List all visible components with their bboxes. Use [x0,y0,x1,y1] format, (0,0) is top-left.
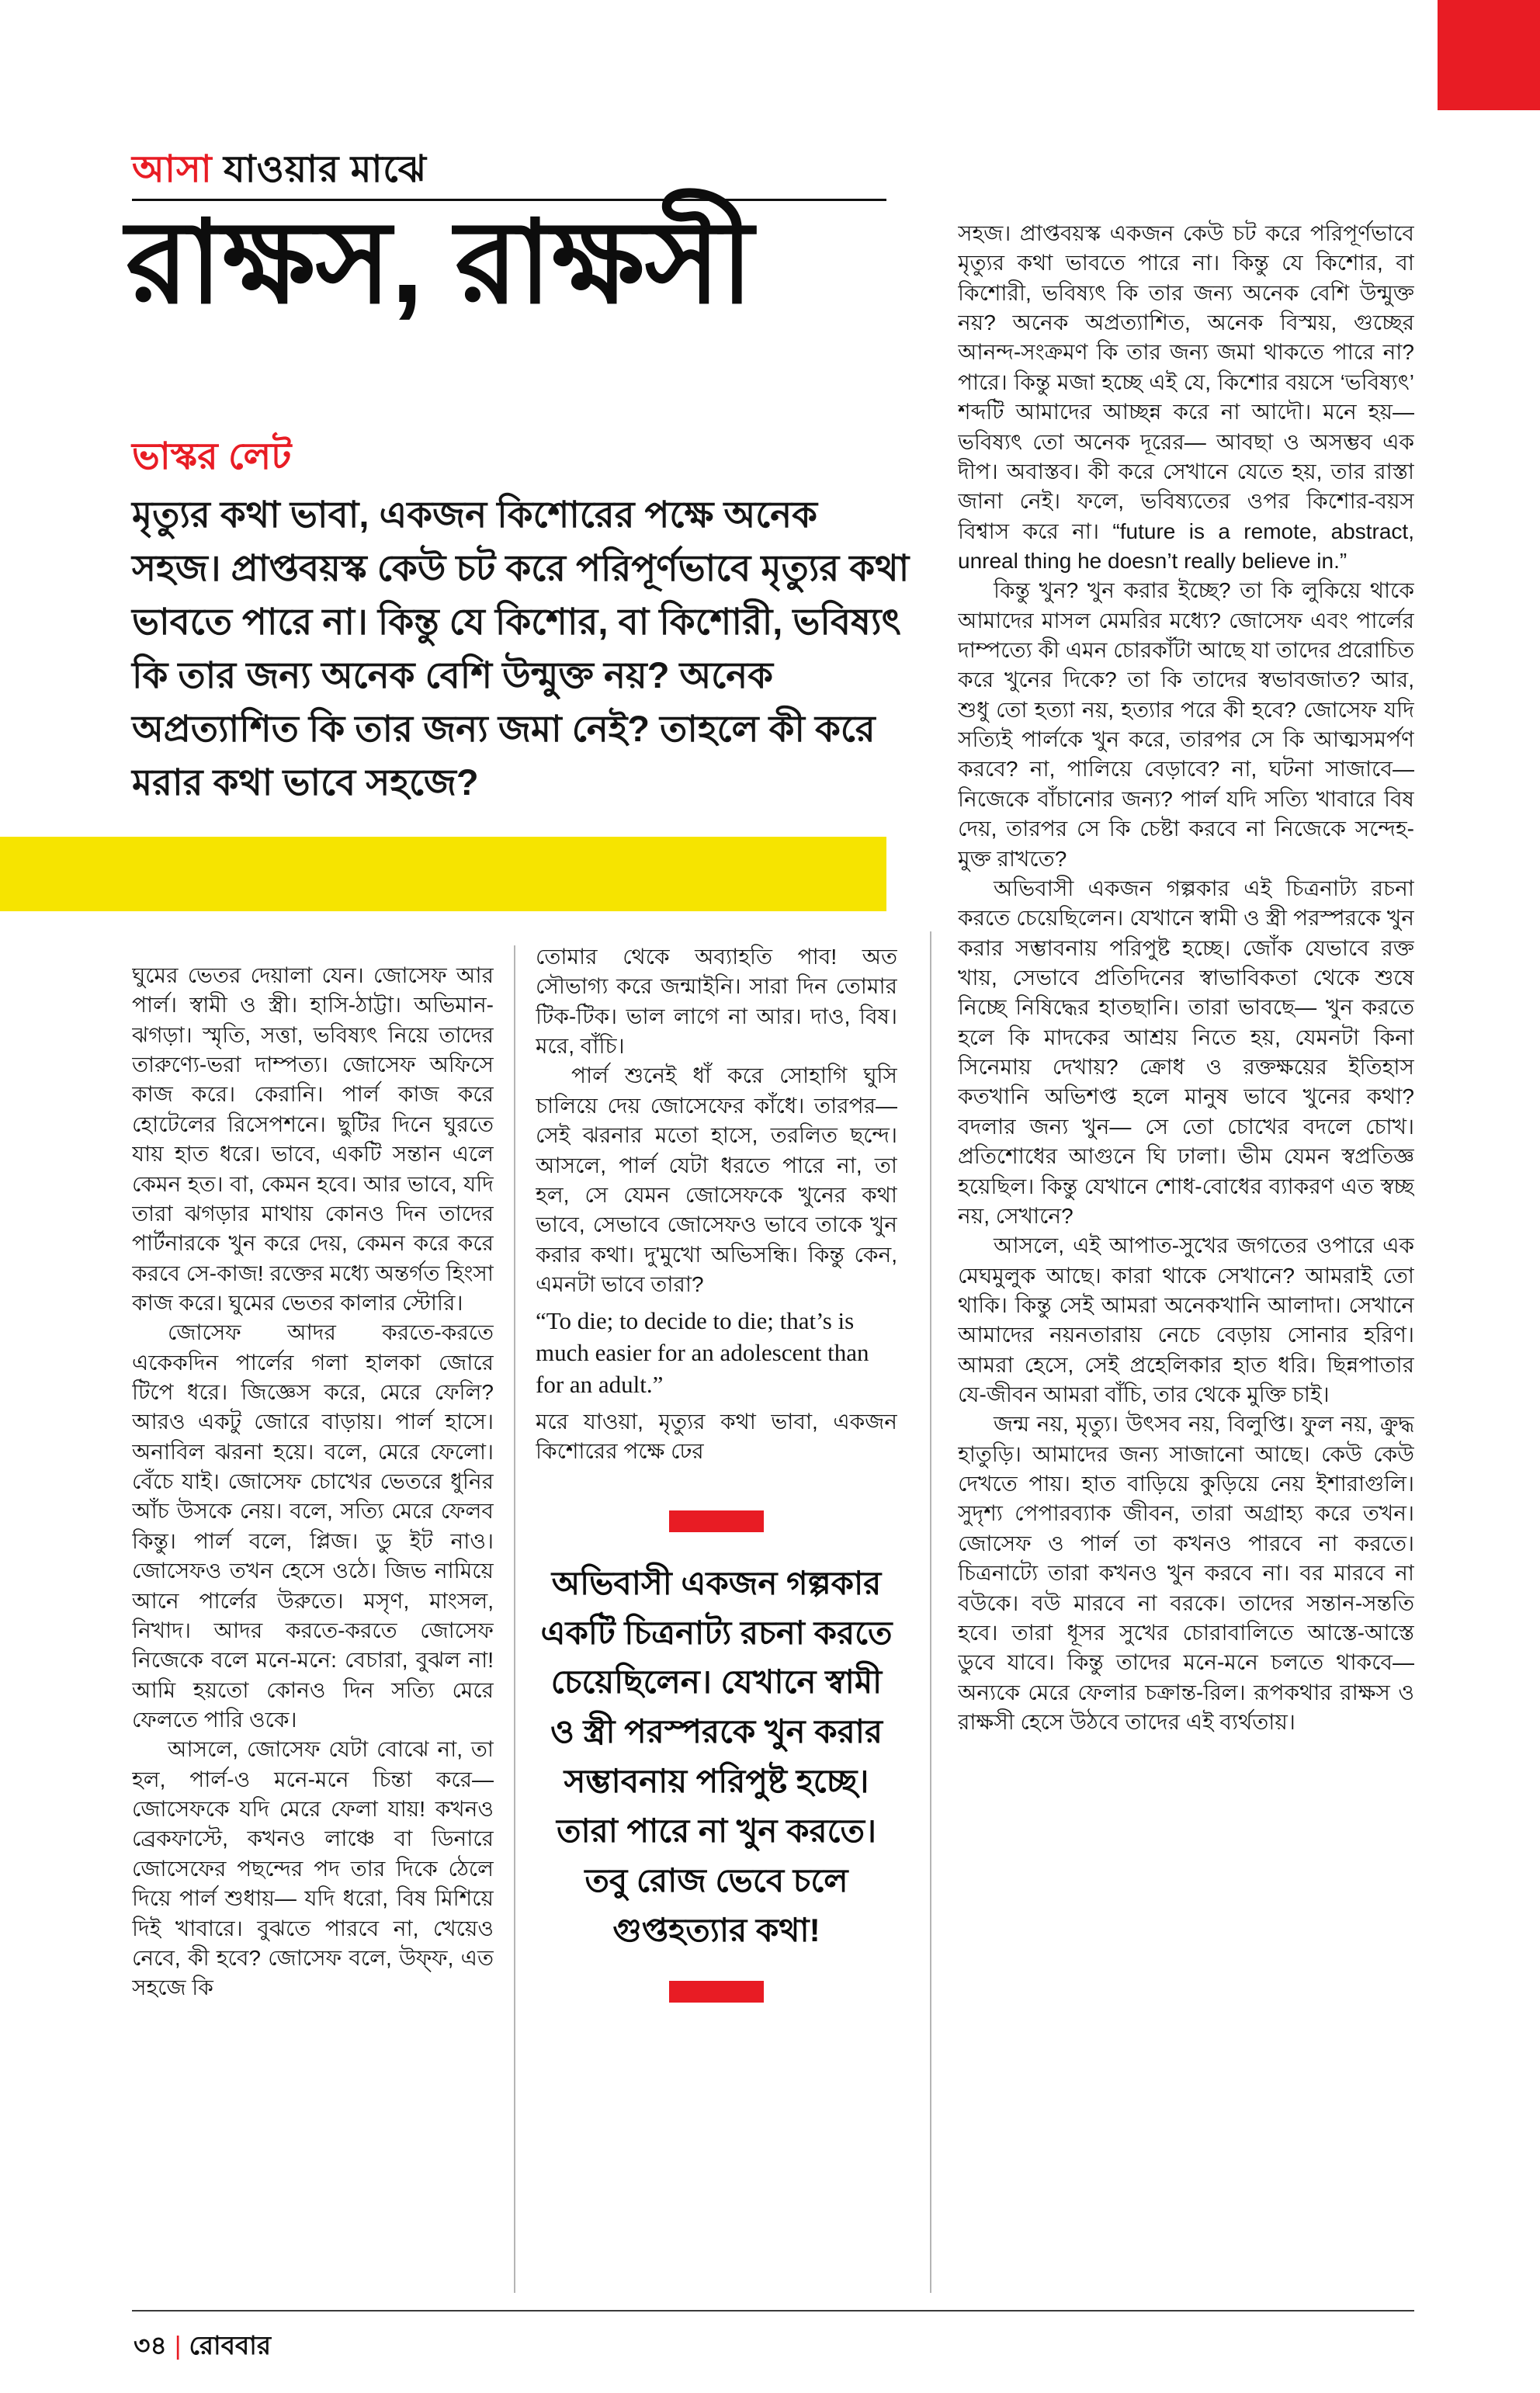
body-column-1 [132,961,494,2293]
body-paragraph: মরে যাওয়া, মৃত্যুর কথা ভাবা, একজন কিশোরের পক্ষে ঢের [536,1410,897,1464]
body-paragraph: আসলে, এই আপাত-সুখের জগতের ওপারে এক মেঘমুলুক আছে। কারা থাকে সেখানে? আমরাই তো থাকি। কিন্তু সেই আমরা অনেকখানি আলাদা। সেখানে আমাদের নয়নতারায় নেচে বেড়ায় সোনার হরিণ। আমরা হেসে, সেই প্রহেলিকার হাত ধরি। ছিন্নপাতার যে-জীবন আমরা বাঁচি, তার থেকে মুক্তি চাই। [958,1233,1414,1407]
page-number: ৩৪ [134,2331,167,2360]
footer-rule [132,2310,1414,2311]
pull-quote-bottom-bar [669,1981,764,2003]
body-column-2 [536,942,897,2293]
pull-quote-top-bar [669,1510,764,1532]
kicker-word-rest: যাওয়ার মাঝে [212,149,427,190]
author-byline: ভাস্কর লেট [132,436,292,477]
body-paragraph: জন্ম নয়, মৃত্যু। উৎসব নয়, বিলুপ্তি। ফুল নয়, ক্রুদ্ধ হাতুড়ি। আমাদের জন্য সাজানো আছে। কেউ কেউ দেখতে পায়। হাত বাড়িয়ে কুড়িয়ে নেয় ইশারাগুলি। সুদৃশ্য পেপারব্যাক জীবন, তারা অগ্রাহ্য করে তখন। জোসেফ ও পার্ল তা কখনও পারবে না করতে। চিত্রনাট্যে তারা কখনও খুন করবে না। বর মারবে না বউকে। বউ মারবে না বরকে। তাদের সন্তান-সন্ততি হবে। তারা ধূসর সুখের চোরাবালিতে আস্তে-আস্তে ডুবে যাবে। কিন্তু তাদের মনে-মনে চলতে থাকবে— অন্যকে মেরে ফেলার চক্রান্ত-রিল। রূপকথার রাক্ষস ও রাক্ষসী হেসে উঠবে তাদের এই ব্যর্থতায়। [958,1412,1414,1734]
column-divider-left [514,945,515,2293]
pull-quote-text: অভিবাসী একজন গল্পকার একটি চিত্রনাট্য রচনা করতে চেয়েছিলেন। যেখানে স্বামী ও স্ত্রী পরস্পরকে খুন করার সম্ভাবনায় পরিপুষ্ট হচ্ছে। তারা পারে না খুন করতে। তবু রোজ ভেবে চলে গুপ্তহত্যার কথা! [540,1564,893,1948]
corner-red-block [1438,0,1540,110]
body-paragraph: জোসেফ আদর করতে-করতে একেকদিন পার্লের গলা হালকা জোরে টিপে ধরে। জিজ্ঞেস করে, মেরে ফেলি? আরও একটু জোরে বাড়ায়। পার্ল হাসে। অনাবিল ঝরনা হয়ে। বলে, মেরে ফেলো। বেঁচে যাই। জোসেফ চোখের ভেতরে ধুনির আঁচ উসকে নেয়। বলে, সত্যি মেরে ফেলব কিন্তু। পার্ল বলে, প্লিজ। ডু ইট নাও। জোসেফও তখন হেসে ওঠে। জিভ নামিয়ে আনে পার্লের উরুতে। মসৃণ, মাংসল, নিখাদ। আদর করতে-করতে জোসেফ নিজেকে বলে মনে-মনে: বেচারা, বুঝল না! আমি হয়তো কোনও দিন সত্যি মেরে ফেলতে পারি ওকে। [132,1320,494,1732]
lede-paragraph: মৃত্যুর কথা ভাবা, একজন কিশোরের পক্ষে অনেক সহজ। প্রাপ্তবয়স্ক কেউ চট করে পরিপূর্ণভাবে মৃত্যুর কথা ভাবতে পারে না। কিন্তু যে কিশোর, বা কিশোরী, ভবিষ্যৎ কি তার জন্য অনেক বেশি উন্মুক্ত নয়? অনেক অপ্রত্যাশিত কি তার জন্য জমা নেই? তাহলে কী করে মরার কথা ভাবে সহজে? [132,494,910,803]
body-paragraph: সহজ। প্রাপ্তবয়স্ক একজন কেউ চট করে পরিপূর্ণভাবে মৃত্যুর কথা ভাবতে পারে না। কিন্তু যে কিশোর, বা কিশোরী, ভবিষ্যৎ কি তার জন্য অনেক বেশি উন্মুক্ত নয়? অনেক অপ্রত্যাশিত, অনেক বিস্ময়, গুচ্ছের আনন্দ-সংক্রমণ কি তার জন্য জমা থাকতে পারে না? পারে। কিন্তু মজা হচ্ছে এই যে, কিশোর বয়সে ‘ভবিষ্যৎ’ শব্দটি আমাদের আচ্ছন্ন করে না আদৌ। মনে হয়— ভবিষ্যৎ তো অনেক দূরের— আবছা ও অসম্ভব এক দীপ। অবাস্তব। কী করে সেখানে যেতে হয়, তার রাস্তা জানা নেই। ফলে, ভবিষ্যতের ওপর কিশোর-বয়স বিশ্বাস করে না। “future is a remote, abstract, unreal thing he doesn’t really believe in.” [958,221,1414,573]
body-paragraph: কিন্তু খুন? খুন করার ইচ্ছে? তা কি লুকিয়ে থাকে আমাদের মাসল মেমরির মধ্যে? জোসেফ এবং পার্লের দাম্পত্যে কী এমন চোরকাঁটা আছে যা তাদের প্ররোচিত করে খুনের দিকে? তা কি তাদের স্বভাবজাত? আর, শুধু তো হত্যা নয়, হত্যার পরে কী হবে? জোসেফ যদি সত্যিই পার্লকে খুন করে, তারপর সে কি আত্মসমর্পণ করবে? না, পালিয়ে বেড়াবে? না, ঘটনা সাজাবে— নিজেকে বাঁচানোর জন্য? পার্ল যদি সত্যি খাবারে বিষ দেয়, তারপর সে কি চেষ্টা করবে না নিজেকে সন্দেহ-মুক্ত রাখতে? [958,578,1414,871]
column-divider-right [930,931,931,2293]
body-paragraph: আসলে, জোসেফ যেটা বোঝে না, তা হল, পার্ল-ও মনে-মনে চিন্তা করে— জোসেফকে যদি মেরে ফেলা যায়! কখনও ব্রেকফাস্টে, কখনও লাঞ্চে বা ডিনারে জোসেফের পছন্দের পদ তার দিকে ঠেলে দিয়ে পার্ল শুধায়— যদি ধরো, বিষ মিশিয়ে দিই খাবারে। বুঝতে পারবে না, খেয়েও নেবে, কী হবে? জোসেফ বলে, উফ্ফ, এত সহজে কি [132,1737,494,2000]
body-paragraph: অভিবাসী একজন গল্পকার এই চিত্রনাট্য রচনা করতে চেয়েছিলেন। যেখানে স্বামী ও স্ত্রী পরস্পরকে খুন করার সম্ভাবনায় পরিপুষ্ট হচ্ছে। জোঁক যেভাবে রক্ত খায়, সেভাবে প্রতিদিনের স্বাভাবিকতা থেকে শুষে নিচ্ছে নিষিদ্ধের হাতছানি। তারা ভাবছে— খুন করতে হলে কি মাদকের আশ্রয় নিতে হয়, যেমনটা কিনা সিনেমায় দেখায়? ক্রোধ ও রক্তক্ষয়ের ইতিহাস কতখানি অভিশপ্ত হলে মানুষ ভাবে খুনের কথা? বদলার জন্য খুন— সে তো চোখের বদলে চোখ। প্রতিশোধের আগুনে ঘি ঢালা। ভীম যেমন স্বপ্রতিজ্ঞ হয়েছিল। কিন্তু যেখানে শোধ-বোধের ব্যাকরণ এত স্বচ্ছ নয়, সেখানে? [958,876,1414,1228]
body-paragraph: তোমার থেকে অব্যাহতি পাব! অত সৌভাগ্য করে জন্মাইনি। সারা দিন তোমার টিক-টিক। ভাল লাগে না আর। দাও, বিষ। মরে, বাঁচি। [536,945,897,1059]
magazine-name: রোববার [189,2331,272,2360]
body-paragraph: ঘুমের ভেতর দেয়ালা যেন। জোসেফ আর পার্ল। স্বামী ও স্ত্রী। হাসি-ঠাট্টা। অভিমান-ঝগড়া। স্মৃতি, সত্তা, ভবিষ্যৎ নিয়ে তাদের তারুণ্যে-ভরা দাম্পত্য। জোসেফ অফিসে কাজ করে। কেরানি। পার্ল কাজ করে হোটেলের রিসেপশনে। ছুটির দিনে ঘুরতে যায় হাত ধরে। ভাবে, একটি সন্তান এলে কেমন হত। বা, কেমন হবে। আর ভাবে, যদি তারা ঝগড়ার মাথায় কোনও দিন তাদের পার্টনারকে খুন করে দেয়, কেমন করে করে করবে সে-কাজ! রক্তের মধ্যে অন্তর্গত হিংসা কাজ করে। ঘুমের ভেতর কালার স্টোরি। [132,963,494,1315]
english-quote: “To die; to decide to die; that’s is much easier for an adolescent than for an adult.” [536,1307,869,1399]
page-footer [134,2325,271,2369]
kicker-word-red: আসা [132,149,213,190]
body-column-3 [958,219,1414,2293]
yellow-highlight-bar [0,837,886,911]
body-paragraph: পার্ল শুনেই ধাঁ করে সোহাগি ঘুসি চালিয়ে দেয় জোসেফের কাঁধে। তারপর— সেই ঝরনার মতো হাসে, তরলিত ছন্দে। আসলে, পার্ল যেটা ধরতে পারে না, তা হল, সে যেমন জোসেফকে খুনের কথা ভাবে, সেভাবে জোসেফও ভাবে তাকে খুন করার কথা। দু'মুখো অভিসন্ধি। কিন্তু কেন, এমনটা ভাবে তারা? [536,1063,897,1296]
pull-quote-block [536,1510,897,2003]
article-title: রাক্ষস, রাক্ষসী [126,199,754,327]
footer-separator: | [174,2331,182,2360]
